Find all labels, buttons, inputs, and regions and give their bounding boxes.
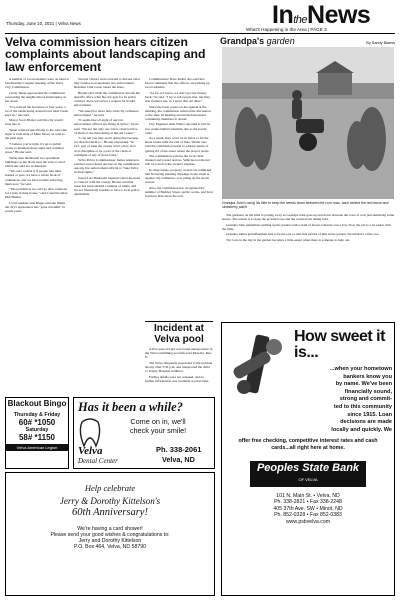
paragraph: Mayor Scott Blotter said the city would look into it. — [5, 118, 63, 127]
paragraph: Several visitors were on hand to discuss what they believe is nonexistent law enforcement. Resident Clint Grote raised the issue. — [74, 77, 140, 90]
anniv-name: Jerry & Dorothy Kittelson's — [59, 496, 161, 506]
dental-line2: check your smile! — [129, 426, 187, 435]
anniv-address: P.O. Box 464, Velva, ND 58790 — [74, 544, 146, 550]
anniv-send: Please send your good wishes & congratulations to: — [50, 532, 170, 538]
bank-line: ...when your hometown — [329, 366, 392, 372]
dental-ad — [73, 397, 215, 469]
bank-line: ted to this community — [333, 403, 392, 410]
lead-story-col1 — [5, 77, 69, 389]
bank-line: strong and commit- — [339, 396, 392, 403]
section-title-news: News — [307, 1, 371, 29]
incident-title-line1: Incident at — [153, 323, 204, 334]
dental-line1: Come on in, we'll — [130, 417, 186, 426]
paragraph: "I've noticed the last three or four years, a lot of the landscaping around town hasn't been kept up," she said. — [5, 104, 69, 117]
paragraph: Grandpa John remembers pulling up the garden with a team of horses when he was a boy. Now the job is a lot easier with the tiller. — [222, 222, 391, 231]
paragraph: "We can't control it if people rent their houses or pass, we have a whole book of ordinances, and we have trouble enforcing them now," he said. — [5, 169, 63, 186]
anniversary-ad — [5, 472, 215, 596]
anniv-names: Jerry and Dorothy Kittelson — [78, 538, 142, 544]
bingo-footer: Velva American Legion — [6, 444, 68, 451]
bank-headline: How sweet it is... — [294, 328, 385, 361]
dental-phone[interactable]: Ph. 338-2061 — [156, 445, 202, 454]
bank-sub: OF VELVA — [298, 477, 318, 482]
paragraph: A five-year-old girl was found unresponsive in the Velva swimming pool this past Monday, June 8. — [145, 347, 213, 360]
section-title-in: In — [272, 1, 294, 29]
dental-city: Velva, ND — [162, 455, 195, 464]
paragraph: Tenan referred specifically to the welcome signs at both ends of Main Street, as well as the park sign. — [5, 128, 67, 141]
paragraph: Blotter said while the commission did ask the sheriff's office what the city gets for its police contract, there was never a request for harder enforcement. — [74, 90, 140, 108]
paragraph: A number of local residents were on hand at last Monday's regular meeting of the Velva City Commission. — [5, 77, 69, 90]
bingo-title: Blackout Bingo — [7, 399, 67, 408]
anniv-title: Help celebrate — [84, 483, 136, 493]
bank-line: decisions are made — [340, 419, 392, 426]
bingo-line1: 60# *1050 — [18, 417, 56, 427]
paragraph: Commissioner Dave Keller also said he's heard comments that the officers are picking up local residents. — [145, 77, 210, 90]
grandpa-header-b: garden — [266, 36, 295, 46]
bingo-ad — [5, 397, 69, 469]
grandpa-header-a: Grandpa's — [220, 36, 265, 46]
bank-addr-line: 405 37th Ave. SW • Minot, ND — [273, 505, 343, 512]
paragraph: Guest Lorr Bredeschi inquired about the need to contract with the county. Blotter said that issue has been studied a number of times, and it's not financially feasible to have a local police department. — [74, 176, 140, 197]
grandpa-byline: By Sandy Blaess — [366, 41, 395, 45]
bank-website[interactable]: www.psbvelva.com — [285, 518, 331, 525]
paragraph: "As far as I know, we don't get any money back," he said. "I try to tell people that, but they don't believe me, so I leave that out there." — [145, 90, 211, 103]
bank-line: financially sound, — [344, 388, 392, 395]
dental-brand-sub: Dental Center — [78, 457, 118, 465]
paragraph: "We asked for more help with city ordinance enforcement," he said. — [74, 108, 139, 117]
bank-name: Peoples State Bank — [256, 462, 360, 474]
bank-addr-line: 101 N. Main St. • Velva, ND — [276, 493, 340, 499]
paragraph: "I believe you're right, it's up to public works to maintain those signs and common areas," Blotter said. — [5, 141, 64, 154]
bingo-line3: 58# *1150 — [18, 432, 56, 442]
lead-headline: Velva commission hears citizen complaints about landscaping and law enforcement — [5, 35, 206, 74]
bank-line: since 1915. Loan — [347, 411, 392, 418]
grandpa-caption: Grandpa John's using his tiller to keep the weeds down between the corn rows, back behind the red house and strawberry patch. — [222, 201, 389, 210]
paragraph: Local resident Jane Hager said she thinks the city's appearance has "gone downhill" in recent years. — [5, 201, 66, 214]
paragraph: Also, the commission has recognized the summer of Berkley Street, public works, and Ivan Garrison Dan about the exit. — [145, 185, 213, 198]
garden-scene — [222, 47, 394, 199]
lead-story-col3 — [145, 77, 213, 317]
bank-line: locally and quickly. We — [331, 426, 392, 433]
dental-headline: Has it been a while? — [78, 400, 183, 414]
paragraph: Tenan then mentioned two apartment buildings on the block near the school, all of which she said are in disrepair. — [5, 155, 66, 168]
section-title-the: the — [293, 14, 308, 26]
bank-line: bankers know you — [343, 373, 392, 380]
bank-copy — [292, 366, 392, 434]
incident-body — [145, 347, 213, 383]
grandpa-body — [222, 213, 394, 269]
paragraph: The gardener on the tiller is putting away as Grandpa John goes up and down between the rows of corn just sheltering some leaves. The reason is to keep the ground loose and the weeds from taking hold. — [222, 213, 394, 222]
dental-logo — [78, 446, 148, 465]
paragraph: "It seems like all eight of our law enforcement officers are living in Velva," Grote said. "I'm not the only one who's observed five of them at one time sitting at the old Cenex." — [74, 118, 139, 135]
grandpa-photo — [222, 47, 394, 199]
paragraph: The Velva lifeguards responded to the incident shortly after 3:30 p.m. and transported the child to Trinity Hospital in Minot. — [145, 360, 213, 373]
masthead-rule — [5, 33, 395, 34]
paragraph: The commission will use the local cable channel and posted notices. Vehicles not moved will be towed at the owner's expense. — [145, 154, 210, 167]
bank-address — [226, 493, 390, 525]
anniv-card: We're having a card shower! — [77, 526, 143, 532]
bank-ad — [221, 322, 395, 596]
paragraph: Tip: Late in the day in the garden becomes a little easier when there is someone to help out. — [226, 237, 351, 242]
candy-icon — [226, 331, 292, 401]
paragraph: Grandpa John's granddaughter had to be the one to take this picture of him in the garden. We think it's a fine one. — [226, 232, 380, 237]
paragraph: Velva Police Commissioner James Anderson said he's never heard anyone on the commission ask any law enforcement official to "take Velva in their sights." — [74, 158, 140, 175]
paragraph: Since the issue wasn't on the agenda at the meeting, the commission referred the discussion to the June 16 meeting and invited interested community members to attend. — [145, 104, 211, 121]
paragraph: As a result, they won't be in Velva to fix the street issues until the end of June. Walter also said the commission needs to address issues of getting rid of the street where the project starts. — [145, 136, 210, 153]
bingo-line2: Saturday — [25, 426, 49, 433]
incident-headline — [145, 321, 213, 345]
paragraph: Cindy Tenan approached the commission concerning the neighborhood landscaping on her street. — [5, 90, 67, 103]
masthead-date: Thursday, June 10, 2021 | Velva News — [6, 21, 81, 26]
paragraph: Further details were not released, and no further information was available at press time. — [145, 374, 210, 383]
bingo-subtitle: Thursday & Friday — [13, 411, 61, 418]
paragraph: City Engineer Alan Walter reported it will be two weeks behind schedule, due to the recent rains. — [145, 122, 210, 135]
bank-offer: offer free checking, competitive interest rates and cash cards...all right here at home. — [238, 438, 378, 452]
anniv-60: 60th Anniversary! — [72, 507, 148, 518]
grandpa-garden — [220, 36, 395, 46]
bank-addr-line: Ph. 338-2821 • Fax 338-2248 — [274, 499, 342, 506]
paragraph: In other issues, property owners are reminded that flowering planting clippings in the street is against city ordinance, as is piling up the storm sewers. — [145, 167, 212, 185]
paragraph: "I can tell you they aren't doing that because we directed them to," Blotter responded. "In fact, part of what the county won't allow us to do is discipline or be a part of the chain of command of any of those folks." — [74, 136, 139, 157]
masthead-tagline: What's Happening in the Area | PAGE 3 — [246, 27, 327, 32]
bank-addr-line: Ph. 852-0328 • Fax 852-0383 — [274, 512, 342, 519]
dental-brand: Velva — [78, 445, 103, 457]
bank-line: by name. We've been — [335, 381, 392, 388]
lead-story-col2 — [74, 77, 140, 389]
incident-title-line2: Velva pool — [154, 333, 204, 345]
incident-story — [145, 321, 213, 397]
paragraph: "The problem is we can't go after someone for a hole in their house," said Councilwoman Deb Hunter. — [5, 187, 68, 200]
bank-logo — [250, 461, 366, 487]
